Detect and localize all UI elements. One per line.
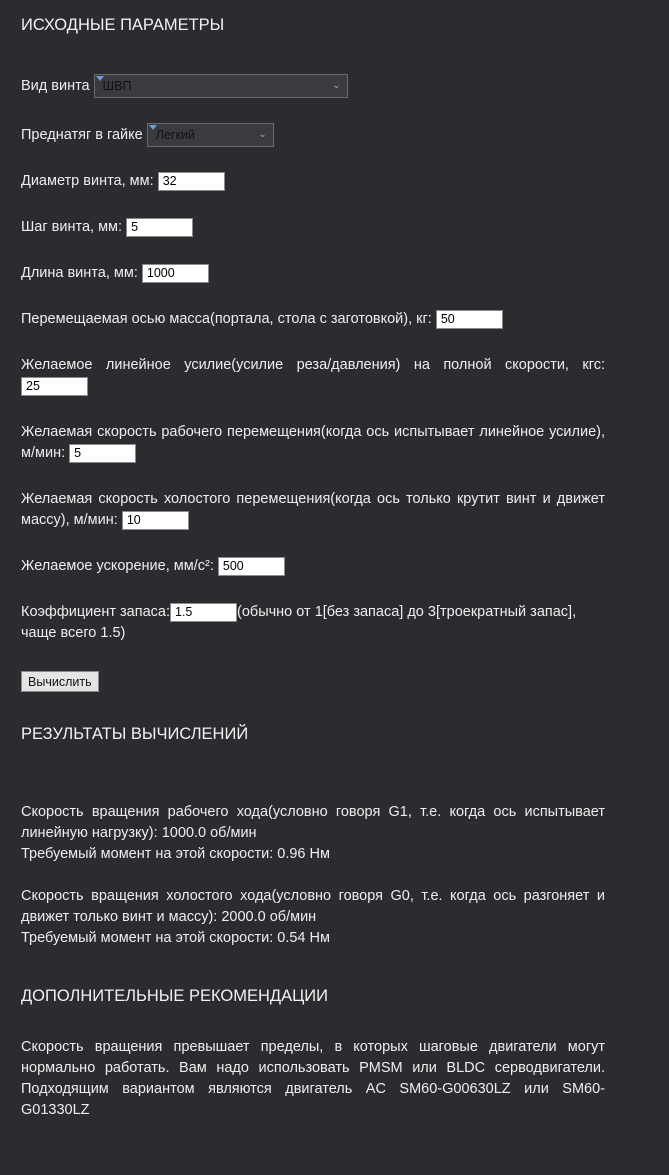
diameter-row [21, 171, 605, 192]
g0-result [21, 886, 605, 949]
calc-row [21, 671, 605, 693]
work-speed-label: Желаемая скорость рабочего перемещения(когда ось испытывает линейное усилие), м/мин: [21, 424, 605, 461]
screw-type-value: ШВП [102, 79, 132, 93]
preload-row [21, 123, 605, 147]
g1-speed: Скорость вращения рабочего хода(условно говоря G1, т.е. когда ось испытывает линейную нагрузку): 1000.0 об/мин [21, 803, 605, 841]
screw-type-label: Вид винта [21, 77, 90, 94]
safety-note: (обычно от 1[без запаса] до 3[троекратный запас], чаще всего 1.5) [21, 604, 577, 641]
g0-speed: Скорость вращения холостого хода(условно говоря G0, т.е. когда ось разгоняет и движет только винт и массу): 2000.0 об/мин [21, 887, 605, 925]
force-row [21, 355, 605, 397]
input-heading: ИСХОДНЫЕ ПАРАМЕТРЫ [21, 16, 225, 34]
select-marker-icon [96, 76, 104, 81]
length-input[interactable] [142, 264, 209, 283]
chevron-down-icon: ⌄ [332, 80, 341, 91]
diameter-input[interactable] [158, 172, 225, 191]
safety-input[interactable] [170, 603, 237, 622]
work-speed-row [21, 422, 605, 464]
g1-torque: Требуемый момент на этой скорости: 0.96 Нм [21, 845, 330, 862]
work-speed-input[interactable] [69, 444, 136, 463]
idle-speed-row [21, 489, 605, 531]
g0-torque: Требуемый момент на этой скорости: 0.54 Нм [21, 929, 330, 946]
select-marker-icon [149, 125, 157, 130]
safety-label: Коэффициент запаса: [21, 604, 170, 620]
idle-speed-input[interactable] [122, 511, 189, 530]
length-label: Длина винта, мм: [21, 265, 138, 281]
acceleration-input[interactable] [218, 557, 285, 576]
acceleration-label: Желаемое ускорение, мм/с²: [21, 558, 214, 574]
calculator-page [0, 14, 669, 1121]
acceleration-row [21, 556, 605, 577]
screw-type-row [21, 74, 605, 98]
recommendations-text: Скорость вращения превышает пределы, в которых шаговые двигатели могут нормально работать. Вам надо использовать PMSM или BLDC серводвигатели. Подходящим вариантом являются двигатель AC SM60-G00630LZ или SM60-G01330LZ [21, 1038, 605, 1118]
mass-input[interactable] [436, 310, 503, 329]
pitch-row [21, 217, 605, 238]
pitch-label: Шаг винта, мм: [21, 219, 123, 235]
mass-row [21, 309, 605, 330]
idle-speed-label: Желаемая скорость холостого перемещения(когда ось только крутит винт и движет массу), м/мин: [21, 491, 605, 528]
length-row [21, 263, 605, 284]
recommendations-heading: ДОПОЛНИТЕЛЬНЫЕ РЕКОМЕНДАЦИИ [21, 986, 329, 1005]
mass-label: Перемещаемая осью масса(портала, стола с заготовкой), кг: [21, 311, 432, 327]
diameter-label: Диаметр винта, мм: [21, 173, 154, 189]
force-input[interactable] [21, 377, 88, 396]
calculate-button[interactable]: Вычислить [21, 671, 99, 692]
preload-label: Преднатяг в гайке [21, 126, 143, 143]
g1-result [21, 802, 605, 865]
chevron-down-icon: ⌄ [258, 129, 267, 140]
results-heading: РЕЗУЛЬТАТЫ ВЫЧИСЛЕНИЙ [21, 724, 249, 743]
preload-select[interactable] [147, 123, 274, 147]
force-label: Желаемое линейное усилие(усилие реза/давления) на полной скорости, кгс: [21, 357, 605, 373]
preload-value: Легкий [155, 128, 195, 142]
screw-type-select[interactable] [94, 74, 348, 98]
pitch-input[interactable] [126, 218, 193, 237]
safety-row [21, 602, 605, 644]
